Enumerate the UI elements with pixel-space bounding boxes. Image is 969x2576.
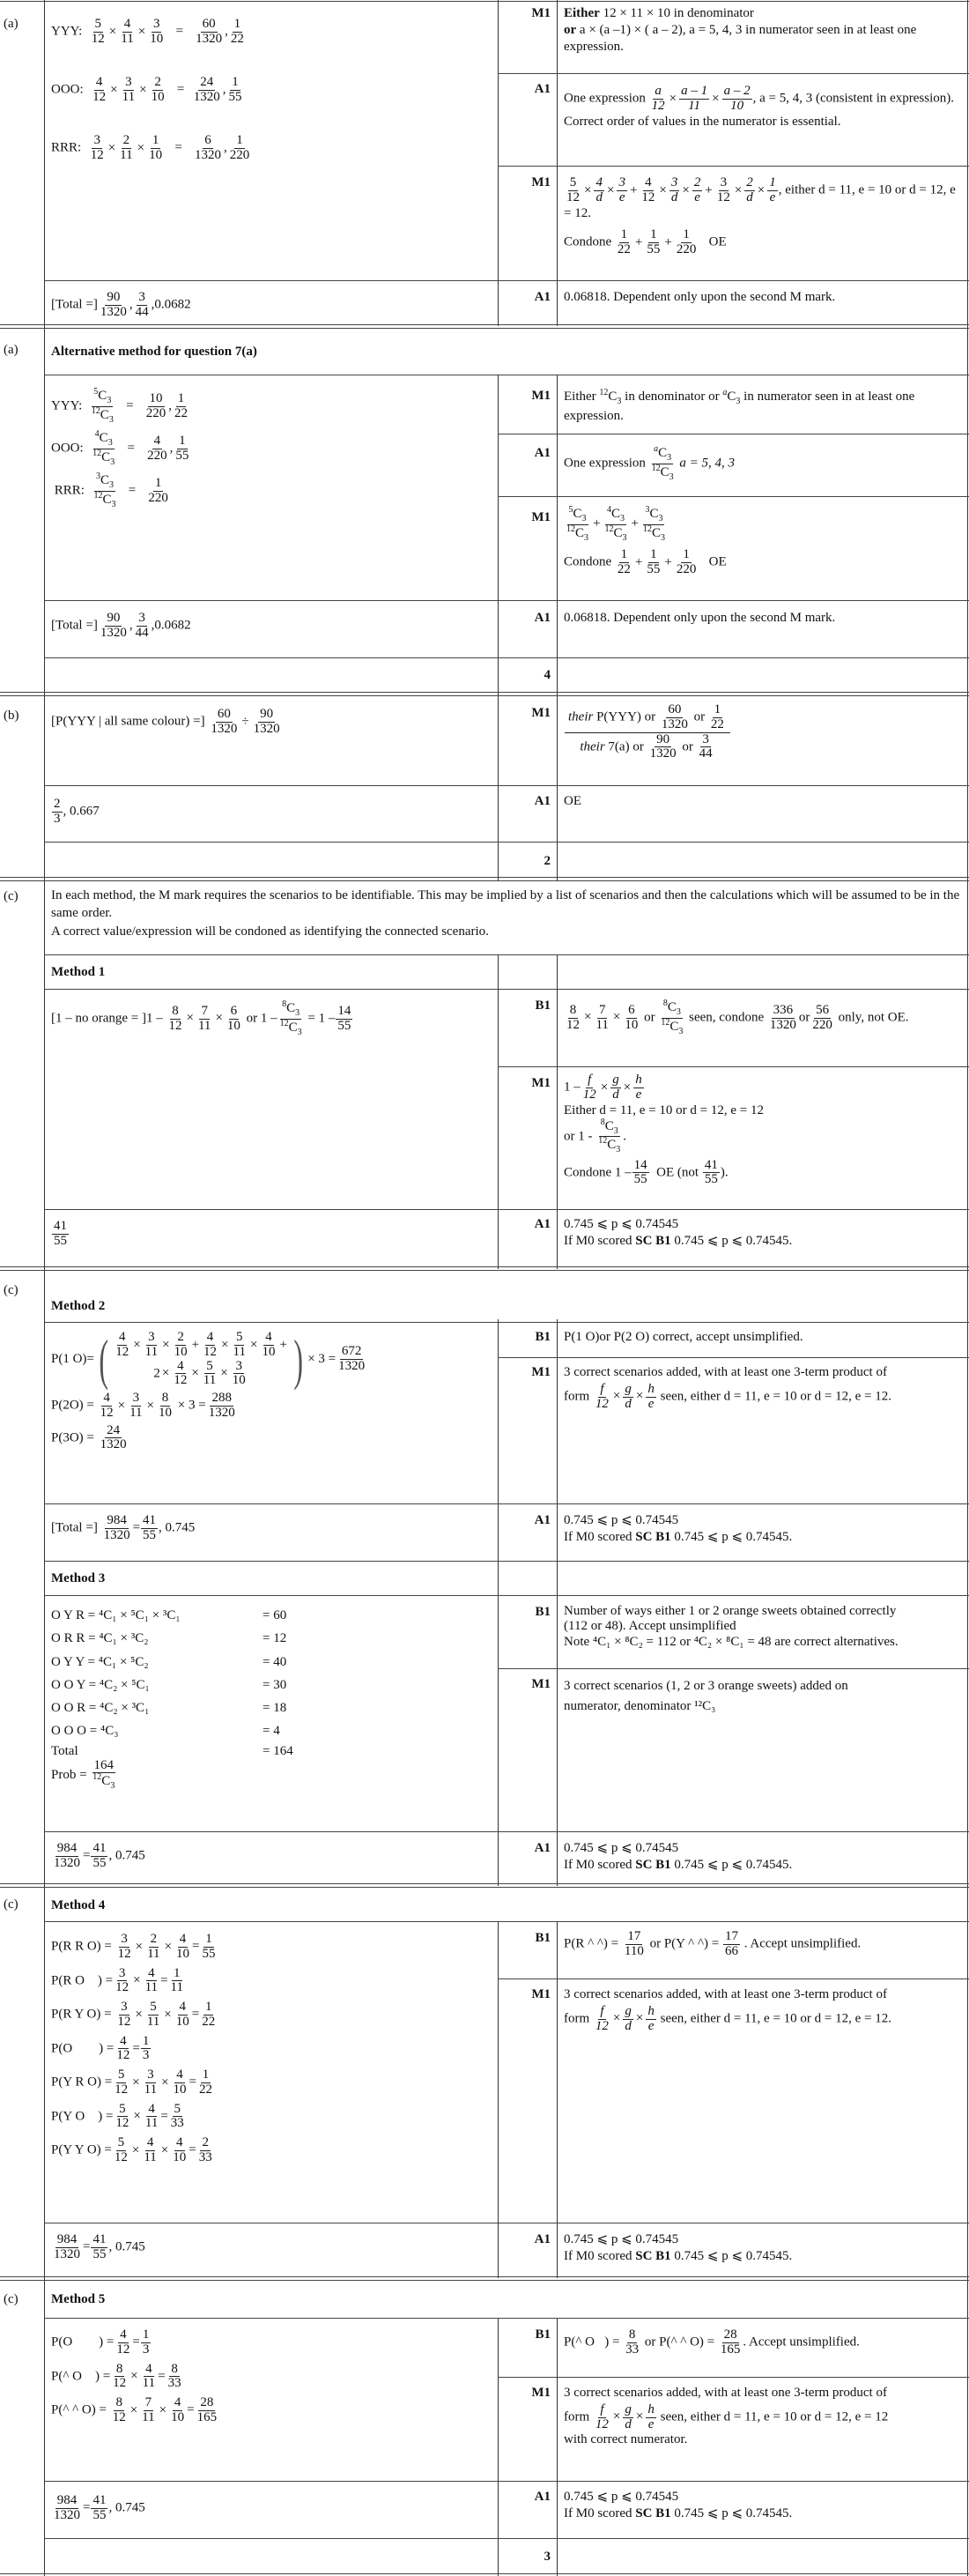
guidance-text: their P(YYY) or $\frac{60}{1320}$ or $\frac{1}{22}$ their 7(a) or $\frac{90}{1320}$ or $\frac{3}{44}$ — [564, 703, 960, 761]
guidance-text: 0.06818. Dependent only upon the second M mark. — [564, 611, 836, 625]
guidance-text: 3 correct scenarios added, with at least one 3-term product of form $\frac{f}{12}$ × $\frac{g}{d}$ × $\frac{h}{e}$ seen, either d = 11, e = 10 or d = 12, e = 12. — [564, 1987, 891, 2033]
row-divider — [44, 2318, 969, 2319]
row-divider — [498, 1357, 969, 1358]
guidance-text: 3 correct scenarios added, with at least one 3-term product of form $\frac{f}{12}$ × $\frac{g}{d}$ × $\frac{h}{e}$ seen, either d = 11, e = 10 or d = 12, e = 12. — [564, 1365, 891, 1411]
mark-code: A1 — [534, 2232, 551, 2246]
method-heading: Method 3 — [51, 1571, 106, 1585]
guidance-text: 0.745 ⩽ p ⩽ 0.74545 If M0 scored SC B1 0.745 ⩽ p ⩽ 0.74545. — [564, 1217, 793, 1248]
row-divider — [44, 2538, 969, 2539]
section-divider — [0, 2276, 969, 2281]
question-label: (b) — [4, 709, 19, 723]
mark-code: M1 — [531, 1987, 551, 2001]
mark-code: A1 — [534, 1841, 551, 1855]
row-divider — [44, 954, 969, 955]
answer-total: [Total =] $\frac{90}{1320}$ , $\frac{3}{44}$ ,0.0682 — [51, 611, 191, 640]
row-divider — [44, 1561, 969, 1562]
row-divider — [498, 2377, 969, 2378]
guidance-text: Either 12 × 11 × 10 in denominator or a × (a –1) × ( a – 2), a = 5, 4, 3 in numerator seen in at least one expression. — [564, 6, 917, 54]
scenario-label: YYY: — [51, 24, 83, 39]
row-divider — [44, 1503, 969, 1504]
row-divider — [44, 785, 969, 786]
guidance-text: OE — [564, 794, 581, 808]
section-heading: Alternative method for question 7(a) — [51, 345, 257, 359]
col-divider-guidance — [557, 1921, 558, 2278]
mark-code: A1 — [534, 82, 551, 96]
method-intro: In each method, the M mark requires the scenarios to be identifiable. This may be implied by a list of scenarios and then the calculations which will be assumed to be in the same order. A correct value/expression will be condoned as identifying the connected scenario. — [51, 888, 960, 939]
row-divider — [498, 1668, 969, 1669]
col-divider-guidance — [557, 1319, 558, 1886]
row-divider — [44, 280, 969, 281]
guidance-text: One expression $\frac{a}{12}$ × $\frac{a - 1}{11}$ × $\frac{a - 2}{10}$ , a = 5, 4, 3 (consistent in expression). Correct order of values in the numerator is essential. — [564, 84, 955, 129]
table-bottom-border — [0, 2573, 969, 2574]
question-label: (a) — [4, 343, 18, 357]
mark-code: A1 — [534, 1513, 551, 1527]
col-divider-mark — [498, 1319, 499, 1886]
row-divider — [498, 1978, 969, 1979]
section-divider — [0, 324, 969, 329]
answer-method2: P(1 O)= ( $\frac{4}{12}$ × $\frac{3}{11}$ × $\frac{2}{10}$ + $\frac{4}{12}$ × $\frac{5}{11}$ × $\frac{4}{10}$ + 2 × $\frac{4}{12}$ × $\frac{5}{11}$ × $\frac{3}{10}$ ) × 3 = $\frac{672}{1320}$ P(2O) = $\frac{4}{12}$ × $\frac{3}{11}$ × $\frac{8}{10}$ × 3 = $\frac{288}{1320}$ P(3O) = $\frac{24}{1320}$ — [51, 1327, 366, 1452]
col-divider-mark — [498, 1921, 499, 2278]
mark-code: B1 — [535, 998, 551, 1013]
row-divider — [44, 657, 969, 658]
total-marks: 2 — [544, 854, 551, 868]
mark-code: A1 — [534, 446, 551, 460]
guidance-text: 0.06818. Dependent only upon the second M mark. — [564, 290, 836, 304]
mark-code: B1 — [535, 1605, 551, 1619]
row-divider — [498, 166, 969, 167]
mark-code: M1 — [531, 389, 551, 403]
guidance-text: 0.745 ⩽ p ⩽ 0.74545 If M0 scored SC B1 0.745 ⩽ p ⩽ 0.74545. — [564, 2490, 793, 2520]
guidance-text: Number of ways either 1 or 2 orange sweets obtained correctly (112 or 48). Accept unsimplified Note ⁴C₁ × ⁸C₂ = 112 or ⁴C₂ × ⁸C₁ = 48 are correct alternatives. — [564, 1604, 899, 1649]
mark-code: M1 — [531, 175, 551, 189]
answer-ooo: OOO: $\frac{4}{12}$ × $\frac{3}{11}$ × $\frac{2}{10}$ = $\frac{24}{1320}$ , $\frac{1}{55}$ — [51, 75, 242, 104]
answer-rrr: RRR: $\frac{3}{12}$ × $\frac{2}{11}$ × $\frac{1}{10}$ = $\frac{6}{1320}$ , $\frac{1}{220}$ — [51, 133, 250, 162]
col-divider-guidance — [557, 954, 558, 1269]
row-divider — [498, 496, 969, 497]
mark-code: B1 — [535, 1931, 551, 1945]
total-marks: 4 — [544, 668, 551, 682]
col-divider-guidance — [557, 0, 558, 326]
mark-code: B1 — [535, 1330, 551, 1344]
question-label: (c) — [4, 889, 18, 903]
answer-total: $\frac{984}{1320}$ = $\frac{41}{55}$ , 0.745 — [54, 2493, 145, 2522]
guidance-text: 0.745 ⩽ p ⩽ 0.74545 If M0 scored SC B1 0.745 ⩽ p ⩽ 0.74545. — [564, 2232, 793, 2263]
guidance-text: One expression $\frac{^aC_3}{^{12}C_3}$ a = 5, 4, 3 — [564, 444, 736, 482]
total-marks: 3 — [544, 2550, 551, 2564]
row-divider — [44, 1831, 969, 1832]
answer-conditional: [P(YYY | all same colour) =] $\frac{60}{1320}$ ÷ $\frac{90}{1320}$ — [51, 707, 280, 736]
section-divider — [0, 1883, 969, 1888]
row-divider — [498, 1066, 969, 1067]
guidance-text: $\frac{8}{12}$ × $\frac{7}{11}$ × $\frac{6}{10}$ or $\frac{^8C_3}{^{12}C_3}$ seen, condone $\frac{336}{1320}$ or $\frac{56}{220}$ only, not OE. — [566, 998, 909, 1036]
mark-code: M1 — [531, 1076, 551, 1090]
guidance-text: 1 – $\frac{f}{12}$ × $\frac{g}{d}$ × $\frac{h}{e}$ Either d = 11, e = 10 or d = 12, e = 12 or 1 - $\frac{^8C_3}{^{12}C_3}$ . Condone 1 – $\frac{14}{55}$ OE (not $\frac{41}{55}$ ). — [564, 1073, 764, 1187]
question-label: (c) — [4, 1897, 18, 1912]
question-label: (c) — [4, 1283, 18, 1297]
answer-method5: P(O ) = $\frac{4}{12}$ = $\frac{1}{3}$ P(^ O ) = $\frac{8}{12}$ × $\frac{4}{11}$ = $\frac{8}{33}$ P(^ ^ O) = $\frac{8}{12}$ × $\frac{7}{11}$ × $\frac{4}{10}$ = $\frac{28}{165}$ — [51, 2327, 218, 2424]
row-divider — [44, 842, 969, 843]
answer-method4: P(R R O) = $\frac{3}{12}$ × $\frac{2}{11}$ × $\frac{4}{10}$ = $\frac{1}{55}$ P(R O ) = $\frac{3}{12}$ × $\frac{4}{11}$ = $\frac{1}{11}$ P(R Y O) = $\frac{3}{12}$ × $\frac{5}{11}$ × $\frac{4}{10}$ = $\frac{1}{22}$ P(O ) = $\frac{4}{12}$ = $\frac{1}{3}$ P(Y R O) = $\frac{5}{12}$ × $\frac{3}{11}$ × $\frac{4}{10}$ = $\frac{1}{22}$ P(Y O ) = $\frac{5}{12}$ × $\frac{4}{11}$ = $\frac{5}{33}$ P(Y Y O) = $\frac{5}{12}$ × $\frac{4}{11}$ × $\frac{4}{10}$ = $\frac{2}{33}$ — [51, 1932, 216, 2164]
question-label: (a) — [4, 17, 18, 31]
col-divider-guidance — [557, 375, 558, 881]
answer-total: [Total =] $\frac{984}{1320}$ = $\frac{41}{55}$ , 0.745 — [51, 1513, 196, 1542]
method-heading: Method 4 — [51, 1898, 106, 1912]
mark-code: M1 — [531, 6, 551, 20]
mark-code: M1 — [531, 510, 551, 524]
section-divider — [0, 1266, 969, 1271]
row-divider — [44, 1322, 969, 1323]
guidance-text: P(1 O)or P(2 O) correct, accept unsimplified. — [564, 1330, 803, 1344]
guidance-text: 3 correct scenarios (1, 2 or 3 orange sweets) added on numerator, denominator ¹²C₃ — [564, 1679, 848, 1713]
guidance-text: 0.745 ⩽ p ⩽ 0.74545 If M0 scored SC B1 0.745 ⩽ p ⩽ 0.74545. — [564, 1513, 793, 1544]
section-divider — [0, 692, 969, 696]
mark-code: A1 — [534, 290, 551, 304]
answer-yyy: YYY: $\frac{5}{12}$ × $\frac{4}{11}$ × $\frac{3}{10}$ = $\frac{60}{1320}$ , $\frac{1}{22}$ — [51, 17, 244, 46]
guidance-text: $\frac{5}{12}$ × $\frac{4}{d}$ × $\frac{3}{e}$ + $\frac{4}{12}$ × $\frac{3}{d}$ × $\frac{2}{e}$ + $\frac{3}{12}$ × $\frac{2}{d}$ × $\frac{1}{e}$ , either d = 11, e = 10 or d = 12, e = 12. Condone $\frac{1}{22}$ + $\frac{1}{55}$ + $\frac{1}{220}$ OE — [564, 175, 956, 256]
answer-total: $\frac{984}{1320}$ = $\frac{41}{55}$ , 0.745 — [54, 2232, 145, 2261]
row-divider — [44, 1209, 969, 1210]
guidance-text: P(R ^ ^) = $\frac{17}{110}$ or P(Y ^ ^) = $\frac{17}{66}$ . Accept unsimplified. — [564, 1929, 862, 1958]
mark-code: A1 — [534, 611, 551, 625]
mark-code: M1 — [531, 2386, 551, 2400]
col-divider-right — [967, 0, 968, 2576]
mark-code: B1 — [535, 2327, 551, 2342]
row-divider — [44, 1921, 969, 1922]
answer-final: $\frac{2}{3}$ , 0.667 — [54, 797, 100, 826]
answer-total: $\frac{984}{1320}$ = $\frac{41}{55}$ , 0.745 — [54, 1841, 145, 1870]
guidance-text: Either $^{12}C_3$ in denominator or $^aC_3$ in numerator seen in at least one expression. — [564, 388, 915, 423]
guidance-text: P(^ O ) = $\frac{8}{33}$ or P(^ ^ O) = $\frac{28}{165}$ . Accept unsimplified. — [564, 2327, 860, 2357]
row-divider — [44, 989, 969, 990]
row-divider — [44, 2481, 969, 2482]
guidance-text: $\frac{^5C_3}{^{12}C_3}$ + $\frac{^4C_3}{^{12}C_3}$ + $\frac{^3C_3}{^{12}C_3}$ Condone $\frac{1}{22}$ + $\frac{1}{55}$ + $\frac{1}{220}$ OE — [564, 505, 727, 576]
mark-code: A1 — [534, 1217, 551, 1231]
mark-code: A1 — [534, 2490, 551, 2504]
mark-code: A1 — [534, 794, 551, 808]
method-heading: Method 2 — [51, 1299, 106, 1313]
answer-final: $\frac{41}{55}$ — [54, 1219, 67, 1248]
row-divider — [498, 73, 969, 74]
row-divider — [44, 600, 969, 601]
guidance-text: 0.745 ⩽ p ⩽ 0.74545 If M0 scored SC B1 0.745 ⩽ p ⩽ 0.74545. — [564, 1841, 793, 1872]
guidance-text: 3 correct scenarios added, with at least one 3-term product of form $\frac{f}{12}$ × $\frac{g}{d}$ × $\frac{h}{e}$ seen, either d = 11, e = 10 or d = 12, e = 12 with correct numerator. — [564, 2386, 889, 2447]
answer-method1: [1 – no orange = ]1 – $\frac{8}{12}$ × $\frac{7}{11}$ × $\frac{6}{10}$ or 1 – $\frac{^8C_3}{^{12}C_3}$ = 1 – $\frac{14}{55}$ — [51, 999, 351, 1037]
alt-answers: YYY: $\frac{^5C_3}{^{12}C_3}$ = $\frac{10}{220}$ , $\frac{1}{22}$ OOO: $\frac{^4C_3}{^{12}C_3}$ = $\frac{4}{220}$ , $\frac{1}{55}$ RRR: $\frac{^3C_3}{^{12}C_3}$ = $\frac{1}{220}$ — [51, 387, 189, 509]
col-divider-mark — [498, 0, 499, 326]
answer-total: [Total =] $\frac{90}{1320}$ , $\frac{3}{44}$ ,0.0682 — [51, 290, 191, 319]
mark-code: M1 — [531, 706, 551, 720]
method-heading: Method 1 — [51, 965, 106, 979]
mark-code: M1 — [531, 1365, 551, 1379]
mark-code: M1 — [531, 1677, 551, 1691]
col-divider-left — [44, 0, 45, 2576]
question-label: (c) — [4, 2292, 18, 2306]
answer-method3: O Y R = ⁴C₁ × ⁵C₁ × ³C₁ = 60 O R R = ⁴C₁ × ³C₂ = 12 O Y Y = ⁴C₁ × ⁵C₂ = 40 O O Y = ⁴C₂ × ⁵C₁ = 30 O O R = ⁴C₂ × ³C₁ = 18 O O O = ⁴C₃ = 4 Total = 164 Prob = $\frac{164}{^{12}C_3}$ — [51, 1608, 293, 1792]
method-heading: Method 5 — [51, 2292, 106, 2306]
table-top-border — [0, 1, 969, 2]
section-divider — [0, 877, 969, 881]
row-divider — [44, 1595, 969, 1596]
